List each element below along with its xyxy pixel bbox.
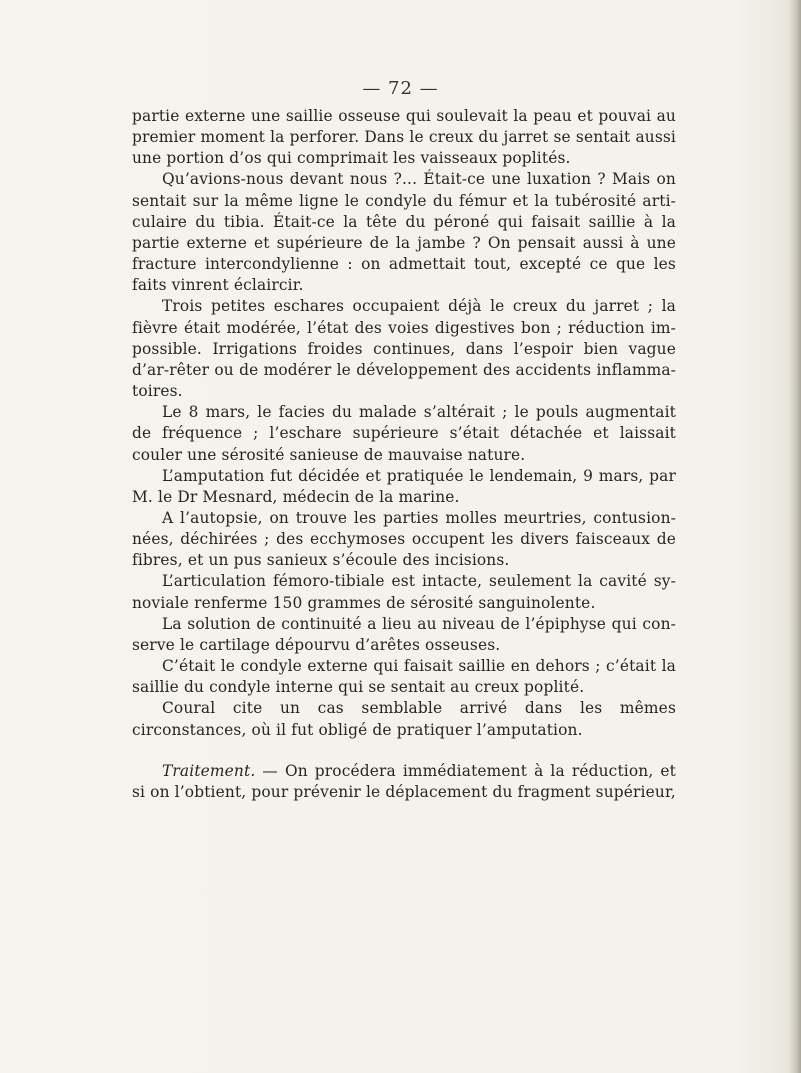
paragraph: C’était le condyle externe qui faisait saillie en dehors ; c’était la saillie du condyle interne qui se sentait au creux poplité. (132, 657, 676, 697)
treatment-heading: Traitement. (162, 761, 256, 780)
page-number: — 72 — (362, 78, 439, 99)
treatment-paragraph (132, 761, 676, 803)
paragraph: A l’autopsie, on trouve les parties molles meurtries, contusion-nées, déchirées ; des ecchymoses occupent les divers faisceaux de fibres, et un pus sanieux s’écoule des incisions. (132, 508, 676, 570)
paragraph: L’amputation fut décidée et pratiquée le lendemain, 9 mars, par M. le Dr Mesnard, médecin de la marine. (132, 466, 676, 506)
paragraph: Le 8 mars, le facies du malade s’altérait ; le pouls augmentait de fréquence ; l’eschare supérieure s’était détachée et laissait couler une sérosité sanieuse de mauvaise nature. (132, 403, 676, 464)
paragraph: L’articulation fémoro-tibiale est intacte, seulement la cavité sy-noviale renferme 150 grammes de sérosité sanguinolente. (132, 572, 676, 612)
paragraph: Qu’avions-nous devant nous ?... Était-ce une luxation ? Mais on sentait sur la même ligne le condyle du fémur et la tubérosité arti-culaire du tibia. Était-ce la tête du péroné qui faisait saillie à la partie externe et supérieure de la jambe ? On pensait aussi à une fracture intercondylienne : on admettait tout, excepté ce que les faits vinrent éclaircir. (132, 170, 676, 295)
body-text (132, 106, 676, 803)
treatment-text: — On procédera immédiatement à la réduction, et si on l’obtient, pour prévenir le déplacement du fragment supérieur, (132, 761, 676, 801)
page-edge-shadow (789, 0, 801, 1073)
paragraph: La solution de continuité a lieu au niveau de l’épiphyse qui con-serve le cartilage dépourvu d’arêtes osseuses. (132, 614, 676, 654)
paragraph: partie externe une saillie osseuse qui soulevait la peau et pouvai au premier moment la perforer. Dans le creux du jarret se sentait aussi une portion d’os qui comprimait les vaisseaux poplités. (132, 107, 676, 168)
paragraph: Coural cite un cas semblable arrivé dans les mêmes circonstances, où il fut obligé de pratiquer l’amputation. (132, 699, 676, 739)
paragraph: Trois petites eschares occupaient déjà le creux du jarret ; la fièvre était modérée, l’état des voies digestives bon ; réduction im-possible. Irrigations froides continues, dans l’espoir bien vague d’ar-rêter ou de modérer le développement des accidents inflamma-toires. (132, 297, 676, 401)
